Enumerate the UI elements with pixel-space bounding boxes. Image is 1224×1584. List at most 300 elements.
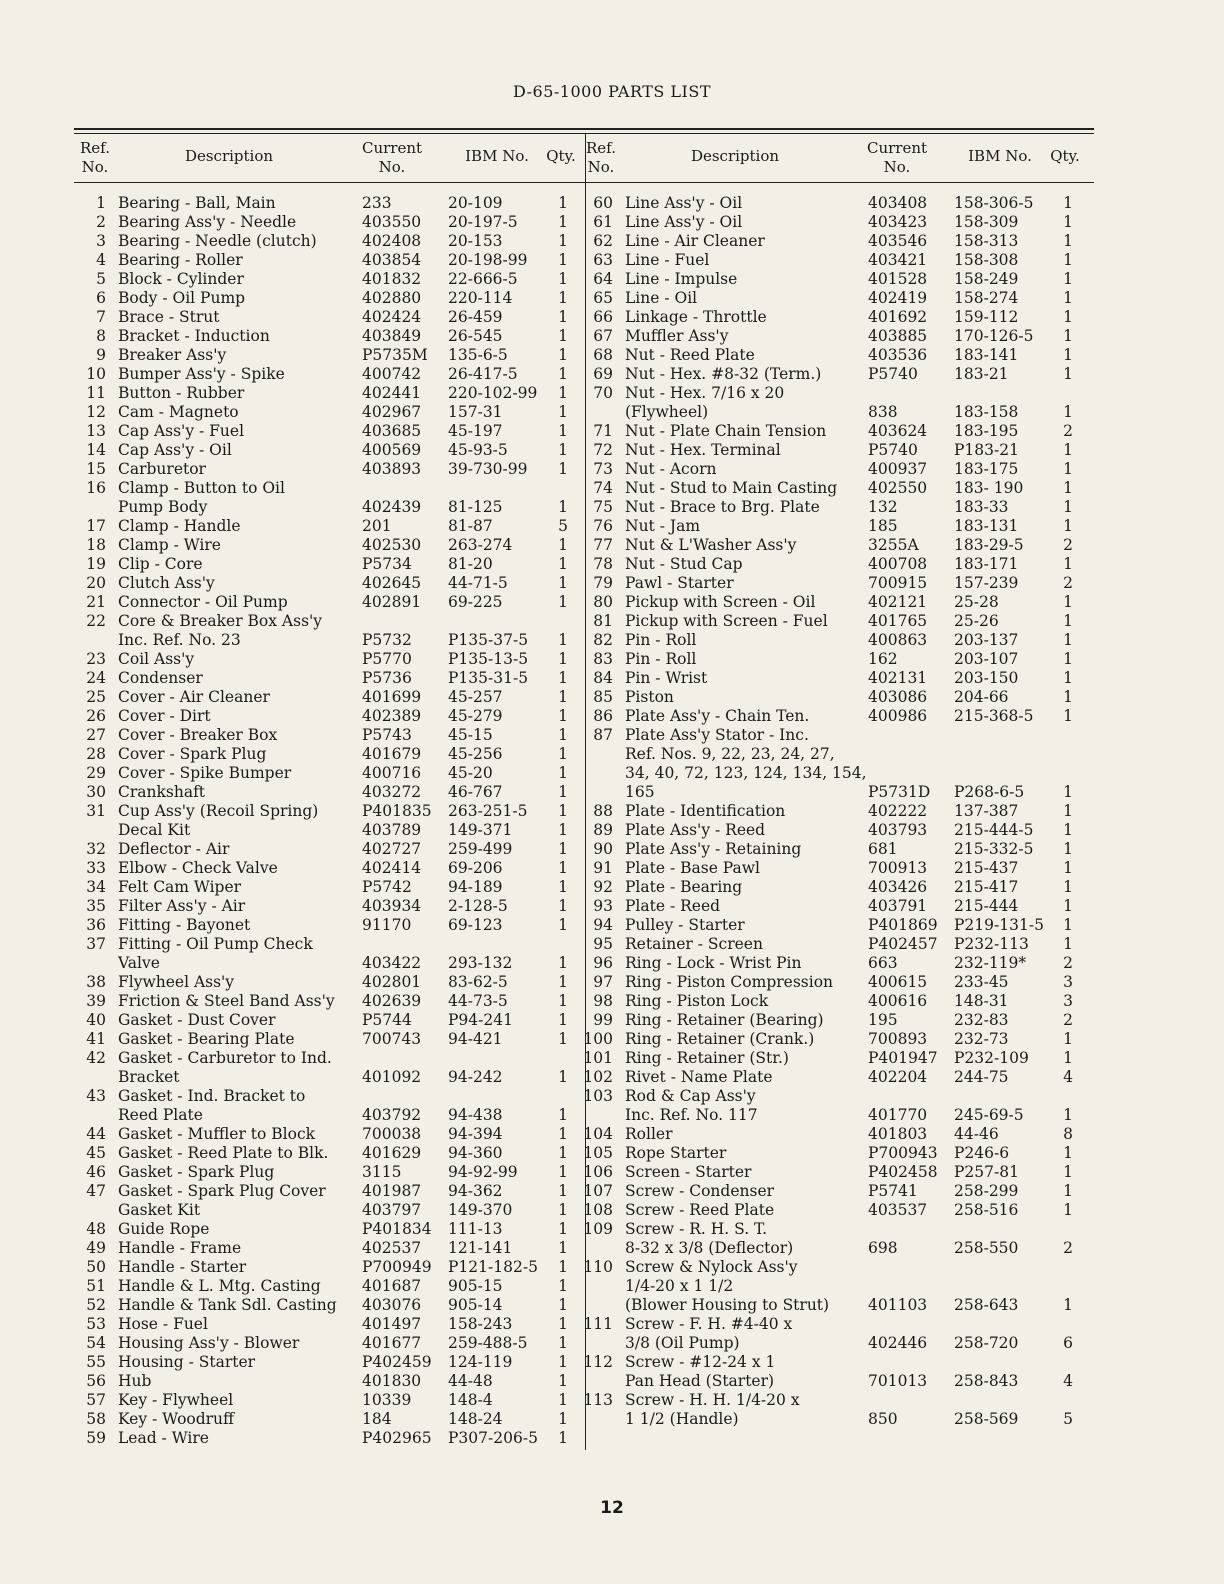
current-number: 403849 bbox=[362, 327, 422, 345]
quantity: 5 bbox=[558, 517, 568, 535]
ref-number: 110 bbox=[583, 1258, 613, 1276]
part-description: Condenser bbox=[118, 669, 203, 687]
current-number: 401629 bbox=[362, 1144, 422, 1162]
header-description: Description bbox=[184, 147, 274, 165]
ibm-number: 215-417 bbox=[954, 878, 1019, 896]
part-description: Screw - #12-24 x 1 bbox=[625, 1353, 776, 1371]
current-number: 403934 bbox=[362, 897, 422, 915]
ibm-number: P135-37-5 bbox=[448, 631, 529, 649]
quantity: 1 bbox=[1063, 289, 1073, 307]
table-row bbox=[74, 992, 584, 1011]
part-description: Plate Ass'y - Reed bbox=[625, 821, 766, 839]
current-number: 700913 bbox=[868, 859, 928, 877]
current-number: P401835 bbox=[362, 802, 432, 820]
table-row bbox=[74, 707, 584, 726]
table-row bbox=[74, 574, 584, 593]
ibm-number: 215-437 bbox=[954, 859, 1019, 877]
ref-number: 97 bbox=[593, 973, 613, 991]
ibm-number: 157-31 bbox=[448, 403, 503, 421]
quantity: 1 bbox=[558, 1258, 568, 1276]
ref-number: 56 bbox=[86, 1372, 106, 1390]
ibm-number: 232-83 bbox=[954, 1011, 1009, 1029]
quantity: 1 bbox=[558, 1125, 568, 1143]
current-number: 401770 bbox=[868, 1106, 928, 1124]
ibm-number: 183- 190 bbox=[954, 479, 1024, 497]
part-description: Gasket - Carburetor to Ind. bbox=[118, 1049, 332, 1067]
table-row bbox=[585, 593, 1095, 612]
quantity: 1 bbox=[1063, 270, 1073, 288]
part-description: Bearing - Roller bbox=[118, 251, 243, 269]
current-number: 403789 bbox=[362, 821, 422, 839]
current-number: 162 bbox=[868, 650, 898, 668]
part-description: Screen - Starter bbox=[625, 1163, 752, 1181]
current-number: 402414 bbox=[362, 859, 422, 877]
quantity: 1 bbox=[1063, 1163, 1073, 1181]
table-row bbox=[74, 251, 584, 270]
current-number: 402530 bbox=[362, 536, 422, 554]
ref-number: 3 bbox=[96, 232, 106, 250]
quantity: 1 bbox=[1063, 479, 1073, 497]
current-number: 403546 bbox=[868, 232, 928, 250]
current-number: P700949 bbox=[362, 1258, 432, 1276]
current-number: P5742 bbox=[362, 878, 412, 896]
table-row bbox=[74, 555, 584, 574]
quantity: 1 bbox=[1063, 631, 1073, 649]
ibm-number: 183-195 bbox=[954, 422, 1019, 440]
ibm-number: 45-279 bbox=[448, 707, 503, 725]
quantity: 1 bbox=[558, 1220, 568, 1238]
ibm-number: P183-21 bbox=[954, 441, 1019, 459]
ref-number: 44 bbox=[86, 1125, 106, 1143]
quantity: 8 bbox=[1063, 1125, 1073, 1143]
ibm-number: 905-15 bbox=[448, 1277, 503, 1295]
current-number: 403537 bbox=[868, 1201, 928, 1219]
current-number: P700943 bbox=[868, 1144, 938, 1162]
table-row bbox=[585, 555, 1095, 574]
part-description: 8-32 x 3/8 (Deflector) bbox=[625, 1239, 794, 1257]
table-row bbox=[585, 574, 1095, 593]
ibm-number: 183-21 bbox=[954, 365, 1009, 383]
ref-number: 101 bbox=[583, 1049, 613, 1067]
ref-number: 19 bbox=[86, 555, 106, 573]
quantity: 2 bbox=[1063, 1239, 1073, 1257]
quantity: 3 bbox=[1063, 973, 1073, 991]
ref-number: 92 bbox=[593, 878, 613, 896]
current-number: 401803 bbox=[868, 1125, 928, 1143]
ref-number: 10 bbox=[86, 365, 106, 383]
header-ref-line1: Ref. bbox=[586, 139, 616, 157]
ibm-number: 232-119* bbox=[954, 954, 1027, 972]
part-description: Clutch Ass'y bbox=[118, 574, 215, 592]
ref-number: 48 bbox=[86, 1220, 106, 1238]
ref-number: 75 bbox=[593, 498, 613, 516]
table-row bbox=[74, 650, 584, 669]
quantity: 1 bbox=[558, 1106, 568, 1124]
part-description: Screw & Nylock Ass'y bbox=[625, 1258, 798, 1276]
quantity: 2 bbox=[1063, 422, 1073, 440]
ibm-number: 158-309 bbox=[954, 213, 1019, 231]
table-row bbox=[585, 1049, 1095, 1068]
ref-number: 41 bbox=[86, 1030, 106, 1048]
table-row bbox=[585, 194, 1095, 213]
table-row bbox=[585, 1353, 1095, 1372]
table-row bbox=[585, 384, 1095, 403]
ref-number: 106 bbox=[583, 1163, 613, 1181]
current-number: P5734 bbox=[362, 555, 412, 573]
table-row bbox=[74, 1296, 584, 1315]
header-current-no bbox=[857, 139, 937, 177]
quantity: 1 bbox=[1063, 1030, 1073, 1048]
part-description: Connector - Oil Pump bbox=[118, 593, 288, 611]
quantity: 1 bbox=[1063, 517, 1073, 535]
part-description: Key - Flywheel bbox=[118, 1391, 234, 1409]
current-number: 233 bbox=[362, 194, 392, 212]
current-number: 195 bbox=[868, 1011, 898, 1029]
table-row bbox=[585, 1030, 1095, 1049]
quantity: 1 bbox=[558, 232, 568, 250]
part-description: Deflector - Air bbox=[118, 840, 230, 858]
ibm-number: P232-109 bbox=[954, 1049, 1029, 1067]
ref-number: 7 bbox=[96, 308, 106, 326]
quantity: 1 bbox=[1063, 308, 1073, 326]
quantity: 1 bbox=[558, 916, 568, 934]
ref-number: 13 bbox=[86, 422, 106, 440]
table-row bbox=[74, 1163, 584, 1182]
table-row bbox=[585, 1277, 1095, 1296]
parts-table-right bbox=[585, 133, 1095, 1429]
ibm-number: 258-569 bbox=[954, 1410, 1019, 1428]
table-row bbox=[74, 1220, 584, 1239]
current-number: 3255A bbox=[868, 536, 919, 554]
table-row bbox=[74, 802, 584, 821]
current-number: 700038 bbox=[362, 1125, 422, 1143]
quantity: 1 bbox=[1063, 555, 1073, 573]
table-row bbox=[74, 840, 584, 859]
part-description: 1/4-20 x 1 1/2 bbox=[625, 1277, 734, 1295]
table-row bbox=[74, 498, 584, 517]
current-number: 403550 bbox=[362, 213, 422, 231]
quantity: 1 bbox=[558, 973, 568, 991]
ibm-number: 94-394 bbox=[448, 1125, 503, 1143]
part-description: Plate Ass'y - Retaining bbox=[625, 840, 802, 858]
ref-number: 90 bbox=[593, 840, 613, 858]
ref-number: 34 bbox=[86, 878, 106, 896]
table-row bbox=[74, 688, 584, 707]
ibm-number: 232-73 bbox=[954, 1030, 1009, 1048]
quantity: 1 bbox=[1063, 346, 1073, 364]
ref-number: 50 bbox=[86, 1258, 106, 1276]
ref-number: 76 bbox=[593, 517, 613, 535]
table-row bbox=[585, 441, 1095, 460]
ref-number: 40 bbox=[86, 1011, 106, 1029]
ref-number: 84 bbox=[593, 669, 613, 687]
part-description: Nut - Hex. Terminal bbox=[625, 441, 781, 459]
ibm-number: P121-182-5 bbox=[448, 1258, 538, 1276]
table-row bbox=[74, 1391, 584, 1410]
part-description: Nut - Stud to Main Casting bbox=[625, 479, 838, 497]
ibm-number: 258-720 bbox=[954, 1334, 1019, 1352]
table-row bbox=[585, 954, 1095, 973]
ibm-number: 263-274 bbox=[448, 536, 513, 554]
current-number: 91170 bbox=[362, 916, 412, 934]
current-number: P5744 bbox=[362, 1011, 412, 1029]
part-description: Decal Kit bbox=[118, 821, 191, 839]
table-row bbox=[74, 346, 584, 365]
part-description: Line Ass'y - Oil bbox=[625, 213, 743, 231]
quantity: 1 bbox=[1063, 650, 1073, 668]
table-row bbox=[585, 308, 1095, 327]
table-row bbox=[74, 327, 584, 346]
quantity: 1 bbox=[558, 1353, 568, 1371]
quantity: 1 bbox=[558, 213, 568, 231]
ref-number: 98 bbox=[593, 992, 613, 1010]
current-number: P5735M bbox=[362, 346, 428, 364]
table-row bbox=[74, 289, 584, 308]
header-ref bbox=[74, 139, 116, 177]
current-number: 403792 bbox=[362, 1106, 422, 1124]
part-description: Bearing - Ball, Main bbox=[118, 194, 276, 212]
current-number: 401687 bbox=[362, 1277, 422, 1295]
part-description: Cover - Air Cleaner bbox=[118, 688, 270, 706]
current-number: 402446 bbox=[868, 1334, 928, 1352]
table-row bbox=[585, 1144, 1095, 1163]
table-row bbox=[74, 897, 584, 916]
current-number: 402121 bbox=[868, 593, 928, 611]
part-description: Inc. Ref. No. 23 bbox=[118, 631, 241, 649]
header-current-line1: Current bbox=[361, 139, 423, 157]
quantity: 4 bbox=[1063, 1372, 1073, 1390]
ref-number: 103 bbox=[583, 1087, 613, 1105]
part-description: Line - Oil bbox=[625, 289, 698, 307]
current-number: 403893 bbox=[362, 460, 422, 478]
current-number: 401765 bbox=[868, 612, 928, 630]
quantity: 1 bbox=[1063, 232, 1073, 250]
ibm-number: 94-189 bbox=[448, 878, 503, 896]
current-number: 402424 bbox=[362, 308, 422, 326]
table-row bbox=[74, 1429, 584, 1448]
quantity: 1 bbox=[1063, 688, 1073, 706]
current-number: 403086 bbox=[868, 688, 928, 706]
quantity: 1 bbox=[558, 194, 568, 212]
current-number: P401869 bbox=[868, 916, 938, 934]
ibm-number: 22-666-5 bbox=[448, 270, 518, 288]
ibm-number: 124-119 bbox=[448, 1353, 513, 1371]
ref-number: 16 bbox=[86, 479, 106, 497]
ibm-number: P307-206-5 bbox=[448, 1429, 538, 1447]
ibm-number: 183-29-5 bbox=[954, 536, 1024, 554]
ref-number: 108 bbox=[583, 1201, 613, 1219]
part-description: Plate - Identification bbox=[625, 802, 786, 820]
ref-number: 107 bbox=[583, 1182, 613, 1200]
table-row bbox=[74, 878, 584, 897]
current-number: P402458 bbox=[868, 1163, 938, 1181]
part-description: 3/8 (Oil Pump) bbox=[625, 1334, 740, 1352]
part-description: Crankshaft bbox=[118, 783, 206, 801]
ibm-number: 44-46 bbox=[954, 1125, 999, 1143]
quantity: 1 bbox=[1063, 878, 1073, 896]
ibm-number: 137-387 bbox=[954, 802, 1019, 820]
ref-number: 37 bbox=[86, 935, 106, 953]
part-description: Hub bbox=[118, 1372, 152, 1390]
quantity: 1 bbox=[1063, 403, 1073, 421]
ibm-number: 258-643 bbox=[954, 1296, 1019, 1314]
part-description: Nut - Hex. 7/16 x 20 bbox=[625, 384, 785, 402]
quantity: 1 bbox=[558, 327, 568, 345]
table-row bbox=[74, 1239, 584, 1258]
table-row bbox=[74, 460, 584, 479]
ref-number: 95 bbox=[593, 935, 613, 953]
table-row bbox=[585, 859, 1095, 878]
current-number: 403624 bbox=[868, 422, 928, 440]
header-ibm-no: IBM No. bbox=[465, 147, 529, 165]
part-description: Clamp - Button to Oil bbox=[118, 479, 285, 497]
table-header-left bbox=[74, 133, 584, 183]
current-number: 403421 bbox=[868, 251, 928, 269]
table-row bbox=[585, 650, 1095, 669]
part-description: Screw - Condenser bbox=[625, 1182, 775, 1200]
ref-number: 29 bbox=[86, 764, 106, 782]
current-number: 401832 bbox=[362, 270, 422, 288]
ibm-number: P135-13-5 bbox=[448, 650, 529, 668]
part-description: Housing Ass'y - Blower bbox=[118, 1334, 300, 1352]
table-row bbox=[74, 365, 584, 384]
part-description: Pin - Roll bbox=[625, 631, 697, 649]
current-number: P401947 bbox=[868, 1049, 938, 1067]
current-number: P402459 bbox=[362, 1353, 432, 1371]
ibm-number: 69-206 bbox=[448, 859, 503, 877]
table-row bbox=[74, 745, 584, 764]
part-description: Bearing Ass'y - Needle bbox=[118, 213, 297, 231]
table-row bbox=[74, 1049, 584, 1068]
ref-number: 102 bbox=[583, 1068, 613, 1086]
ibm-number: 149-371 bbox=[448, 821, 513, 839]
part-description: Reed Plate bbox=[118, 1106, 203, 1124]
parts-rows-right bbox=[585, 194, 1095, 1429]
quantity: 1 bbox=[558, 726, 568, 744]
ibm-number: 183-33 bbox=[954, 498, 1009, 516]
part-description: Gasket - Dust Cover bbox=[118, 1011, 276, 1029]
current-number: P5740 bbox=[868, 365, 918, 383]
ref-number: 23 bbox=[86, 650, 106, 668]
part-description: Ring - Lock - Wrist Pin bbox=[625, 954, 802, 972]
ref-number: 88 bbox=[593, 802, 613, 820]
table-row bbox=[585, 707, 1095, 726]
ref-number: 54 bbox=[86, 1334, 106, 1352]
ref-number: 14 bbox=[86, 441, 106, 459]
ref-number: 9 bbox=[96, 346, 106, 364]
part-description: Gasket - Spark Plug bbox=[118, 1163, 275, 1181]
part-description: Coil Ass'y bbox=[118, 650, 195, 668]
current-number: 401830 bbox=[362, 1372, 422, 1390]
current-number: 400615 bbox=[868, 973, 928, 991]
table-row bbox=[585, 1182, 1095, 1201]
ref-number: 79 bbox=[593, 574, 613, 592]
quantity: 1 bbox=[1063, 669, 1073, 687]
ibm-number: 203-150 bbox=[954, 669, 1019, 687]
quantity: 1 bbox=[1063, 1049, 1073, 1067]
part-description: Filter Ass'y - Air bbox=[118, 897, 246, 915]
current-number: 10339 bbox=[362, 1391, 412, 1409]
table-row bbox=[585, 631, 1095, 650]
ref-number: 91 bbox=[593, 859, 613, 877]
ibm-number: P232-113 bbox=[954, 935, 1029, 953]
table-row bbox=[74, 783, 584, 802]
part-description: Nut - Acorn bbox=[625, 460, 717, 478]
part-description: Ring - Piston Compression bbox=[625, 973, 834, 991]
part-description: Handle - Starter bbox=[118, 1258, 247, 1276]
part-description: Pan Head (Starter) bbox=[625, 1372, 775, 1390]
ref-number: 1 bbox=[96, 194, 106, 212]
current-number: 402645 bbox=[362, 574, 422, 592]
ref-number: 100 bbox=[583, 1030, 613, 1048]
table-row bbox=[585, 403, 1095, 422]
part-description: Piston bbox=[625, 688, 674, 706]
ibm-number: 158-274 bbox=[954, 289, 1019, 307]
parts-rows-left bbox=[74, 194, 584, 1448]
ibm-number: 94-242 bbox=[448, 1068, 503, 1086]
current-number: 402801 bbox=[362, 973, 422, 991]
table-row bbox=[585, 1163, 1095, 1182]
current-number: 400569 bbox=[362, 441, 422, 459]
ibm-number: 220-114 bbox=[448, 289, 513, 307]
header-current-line2: No. bbox=[378, 158, 406, 176]
table-row bbox=[585, 669, 1095, 688]
ibm-number: 44-73-5 bbox=[448, 992, 508, 1010]
ref-number: 113 bbox=[583, 1391, 613, 1409]
current-number: 698 bbox=[868, 1239, 898, 1257]
table-row bbox=[585, 878, 1095, 897]
quantity: 1 bbox=[558, 954, 568, 972]
part-description: 1 1/2 (Handle) bbox=[625, 1410, 739, 1428]
part-description: Clip - Core bbox=[118, 555, 203, 573]
current-number: 400616 bbox=[868, 992, 928, 1010]
ref-number: 78 bbox=[593, 555, 613, 573]
ref-number: 55 bbox=[86, 1353, 106, 1371]
part-description: Cup Ass'y (Recoil Spring) bbox=[118, 802, 319, 820]
ref-number: 85 bbox=[593, 688, 613, 706]
part-description: Nut - Jam bbox=[625, 517, 701, 535]
quantity: 1 bbox=[558, 1068, 568, 1086]
ref-number: 83 bbox=[593, 650, 613, 668]
part-description: Housing - Starter bbox=[118, 1353, 256, 1371]
part-description: Bracket bbox=[118, 1068, 180, 1086]
ref-number: 57 bbox=[86, 1391, 106, 1409]
ref-number: 2 bbox=[96, 213, 106, 231]
current-number: P5740 bbox=[868, 441, 918, 459]
ibm-number: 148-31 bbox=[954, 992, 1009, 1010]
ibm-number: 215-332-5 bbox=[954, 840, 1034, 858]
current-number: 402408 bbox=[362, 232, 422, 250]
part-description: Gasket Kit bbox=[118, 1201, 201, 1219]
ibm-number: 220-102-99 bbox=[448, 384, 538, 402]
ref-number: 69 bbox=[593, 365, 613, 383]
part-description: Handle - Frame bbox=[118, 1239, 242, 1257]
ref-number: 17 bbox=[86, 517, 106, 535]
part-description: Plate - Base Pawl bbox=[625, 859, 761, 877]
table-row bbox=[585, 327, 1095, 346]
quantity: 1 bbox=[558, 688, 568, 706]
header-qty: Qty. bbox=[546, 147, 576, 165]
current-number: 402419 bbox=[868, 289, 928, 307]
table-row bbox=[74, 821, 584, 840]
part-description: Plate - Bearing bbox=[625, 878, 743, 896]
ibm-number: 158-306-5 bbox=[954, 194, 1034, 212]
part-description: Fitting - Oil Pump Check bbox=[118, 935, 313, 953]
ref-number: 15 bbox=[86, 460, 106, 478]
quantity: 1 bbox=[558, 384, 568, 402]
current-number: 403076 bbox=[362, 1296, 422, 1314]
quantity: 1 bbox=[1063, 821, 1073, 839]
